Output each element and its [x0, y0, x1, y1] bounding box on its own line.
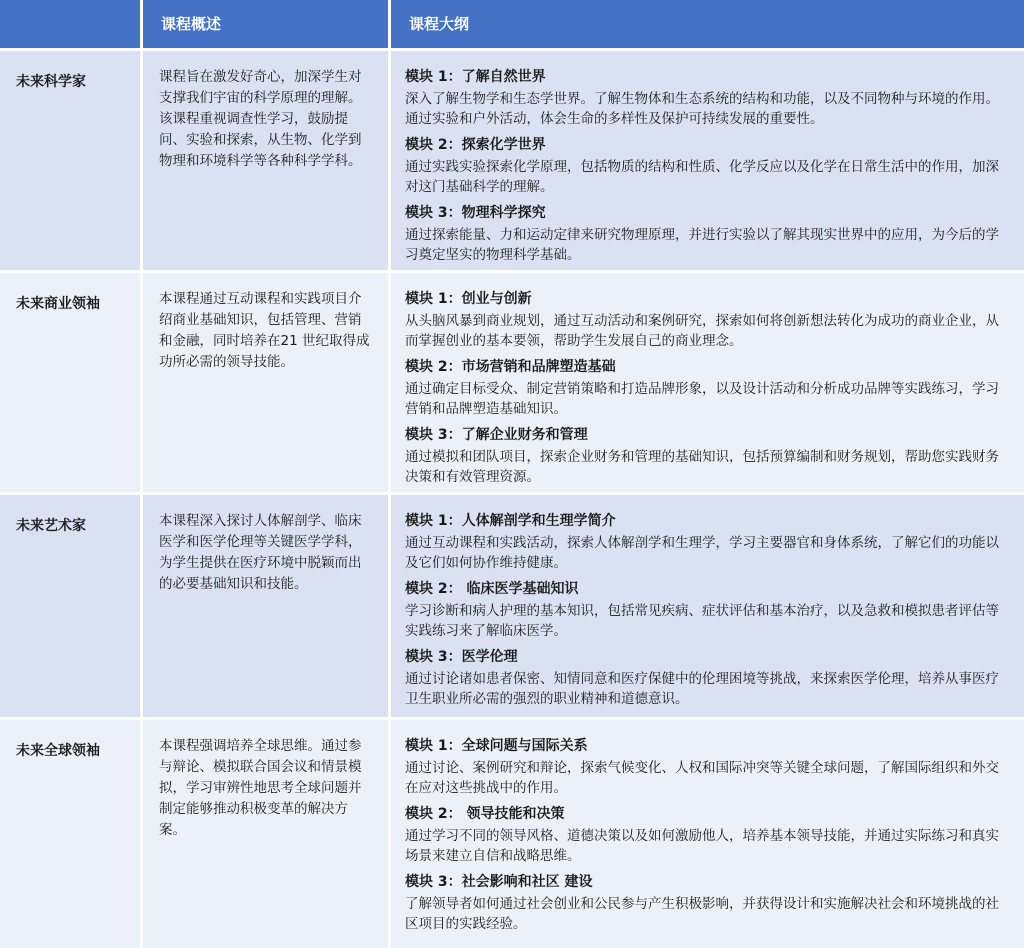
table-row: [0, 51, 1024, 270]
course-name: 未来商业领袖: [16, 296, 100, 312]
header-outline-label: 课程大纲: [409, 15, 470, 33]
course-name-cell: [0, 273, 140, 492]
course-name: 未来全球领袖: [16, 743, 100, 759]
course-overview-cell: [143, 495, 388, 717]
module-list: [405, 736, 1005, 940]
module-description: 从头脑风暴到商业规划，通过互动活动和案例研究，探索如何将创新想法转化为成功的商业企业，从而掌握创业的基本要领，帮助学生发展自己的商业理念。: [405, 313, 999, 349]
course-name-cell: [0, 720, 140, 948]
module-description: 了解领导者如何通过社会创业和公民参与产生积极影响，并获得设计和实施解决社会和环境挑战的社区项目的实践经验。: [405, 896, 999, 932]
course-outline-cell: [391, 273, 1024, 492]
module-description: 学习诊断和病人护理的基本知识，包括常见疾病、症状评估和基本治疗，以及急救和模拟患者评估等实践练习来了解临床医学。: [405, 603, 999, 639]
course-outline-cell: [391, 495, 1024, 717]
module-description: 通过确定目标受众、制定营销策略和打造品牌形象，以及设计活动和分析成功品牌等实践练习，学习营销和品牌塑造基础知识。: [405, 381, 999, 417]
module-title: 模块 2： 领导技能和决策: [405, 806, 565, 822]
course-overview-cell: [143, 273, 388, 492]
module-list: [405, 511, 1005, 715]
row-divider: [0, 717, 1024, 720]
header-overview-label: 课程概述: [161, 15, 222, 33]
table-row: [0, 273, 1024, 492]
course-overview: 本课程深入探讨人体解剖学、临床医学和医学伦理等关键医学学科，为学生提供在医疗环境中脱颖而出的必要基础知识和技能。: [159, 513, 362, 592]
course-name-cell: [0, 495, 140, 717]
table-row: [0, 495, 1024, 717]
module-title: 模块 1：人体解剖学和生理学简介: [405, 513, 616, 529]
module-title: 模块 3：物理科学探究: [405, 205, 546, 221]
row-divider: [0, 492, 1024, 495]
row-divider: [0, 48, 1024, 51]
column-divider: [140, 0, 143, 948]
module-title: 模块 3：社会影响和社区 建设: [405, 874, 593, 890]
course-overview-cell: [143, 51, 388, 270]
module-title: 模块 1：创业与创新: [405, 291, 532, 307]
module-description: 通过互动课程和实践活动，探索人体解剖学和生理学，学习主要器官和身体系统，了解它们的功能以及它们如何协作维持健康。: [405, 535, 999, 571]
header-cell-outline: [391, 0, 1024, 48]
module-description: 深入了解生物学和生态学世界。了解生物体和生态系统的结构和功能，以及不同物种与环境的作用。通过实验和户外活动，体会生命的多样性及保护可持续发展的重要性。: [405, 91, 999, 127]
course-name-cell: [0, 51, 140, 270]
module-title: 模块 3：医学伦理: [405, 649, 518, 665]
header-cell-empty: [0, 0, 140, 48]
table-row: [0, 720, 1024, 948]
course-overview-cell: [143, 720, 388, 948]
module-title: 模块 2：市场营销和品牌塑造基础: [405, 359, 616, 375]
module-list: [405, 67, 1005, 271]
course-overview: 课程旨在激发好奇心，加深学生对支撑我们宇宙的科学原理的理解。该课程重视调查性学习，鼓励提问、实验和探索，从生物、化学到物理和环境科学等各种科学学科。: [159, 69, 362, 169]
module-description: 通过实践实验探索化学原理，包括物质的结构和性质、化学反应以及化学在日常生活中的作用，加深对这门基础科学的理解。: [405, 159, 999, 195]
course-overview: 本课程强调培养全球思维。通过参与辩论、模拟联合国会议和情景模拟，学习审辨性地思考全球问题并制定能够推动积极变革的解决方案。: [159, 738, 362, 838]
module-title: 模块 2：探索化学世界: [405, 137, 546, 153]
module-list: [405, 289, 1005, 493]
module-description: 通过讨论、案例研究和辩论，探索气候变化、人权和国际冲突等关键全球问题，了解国际组织和外交在应对这些挑战中的作用。: [405, 760, 999, 796]
module-title: 模块 3：了解企业财务和管理: [405, 427, 588, 443]
module-description: 通过讨论诸如患者保密、知情同意和医疗保健中的伦理困境等挑战，来探索医学伦理，培养从事医疗卫生职业所必需的强烈的职业精神和道德意识。: [405, 671, 999, 707]
module-description: 通过模拟和团队项目，探索企业财务和管理的基础知识，包括预算编制和财务规划，帮助您实践财务决策和有效管理资源。: [405, 449, 999, 485]
column-divider: [388, 0, 391, 948]
course-name: 未来艺术家: [16, 518, 86, 534]
module-title: 模块 1：了解自然世界: [405, 69, 546, 85]
header-cell-overview: [143, 0, 388, 48]
row-divider: [0, 270, 1024, 273]
module-title: 模块 1：全球问题与国际关系: [405, 738, 588, 754]
course-name: 未来科学家: [16, 74, 86, 90]
course-outline-cell: [391, 720, 1024, 948]
course-outline-cell: [391, 51, 1024, 270]
module-title: 模块 2： 临床医学基础知识: [405, 581, 579, 597]
module-description: 通过学习不同的领导风格、道德决策以及如何激励他人，培养基本领导技能，并通过实际练习和真实场景来建立自信和战略思维。: [405, 828, 999, 864]
module-description: 通过探索能量、力和运动定律来研究物理原理，并进行实验以了解其现实世界中的应用，为今后的学习奠定坚实的物理科学基础。: [405, 227, 999, 263]
course-overview: 本课程通过互动课程和实践项目介绍商业基础知识，包括管理、营销和金融，同时培养在21 世纪取得成功所必需的领导技能。: [159, 291, 370, 370]
